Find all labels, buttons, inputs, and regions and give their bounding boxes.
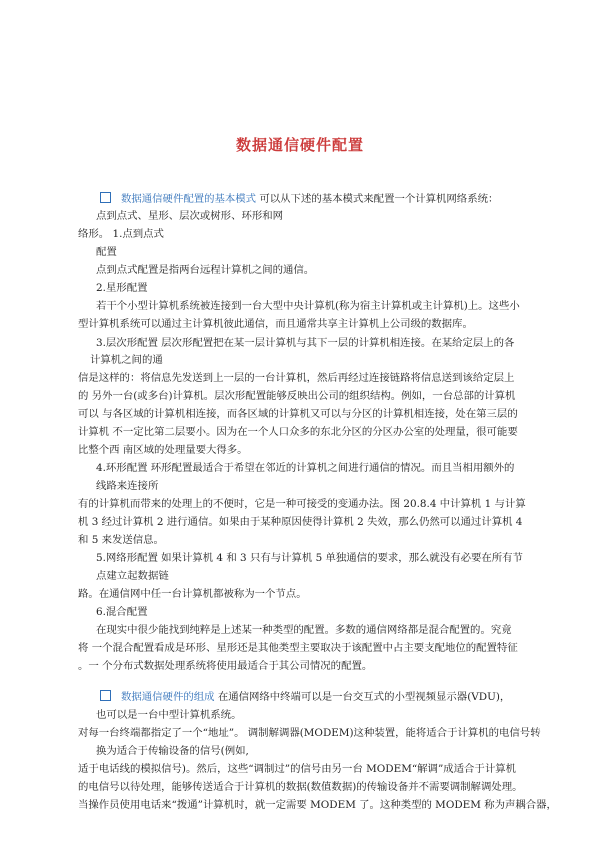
- page-title: 数据通信硬件配置: [235, 136, 364, 154]
- section2-line: 在通信网络中终端可以是一台交互式的小型视频显示器(VDU)，: [217, 691, 511, 703]
- section1-line: 有的计算机而带来的处理上的不便时，它是一种可接受的变通办法。图 20.8.4 中计算机 1 与计算: [78, 498, 526, 510]
- section1-line: 若干个小型计算机系统被连接到一台大型中央计算机(称为宿主计算机或主计算机)上。这些小: [96, 300, 520, 312]
- section1-line: 3.层次形配置 层次形配置把在某一层计算机与其下一层的计算机相连接。在某给定层上的各: [96, 337, 515, 349]
- section1-heading-line: [100, 192, 498, 206]
- checkbox-icon: [100, 192, 111, 203]
- section1-line: 将 一个混合配置看成是环形、星形还是其他类型主要取决于该配置中占主要支配地位的配置特征: [78, 642, 518, 654]
- section1-line: 5.网络形配置 如果计算机 4 和 3 只有与计算机 5 单独通信的要求，那么就没有必要在所有节: [96, 552, 523, 564]
- section1-line: 可以从下述的基本模式来配置一个计算机网络系统：: [259, 193, 499, 205]
- section1-line: 。一 个分布式数据处理系统将使用最适合于其公司情况的配置。: [78, 660, 373, 672]
- section1-line: 型计算机系统可以通过主计算机彼此通信，而且通常共享主计算机上公司级的数据库。: [78, 318, 473, 330]
- section1-line: 配置: [96, 246, 117, 258]
- section1-line: 机 3 经过计算机 2 进行通信。如果由于某种原因使得计算机 2 失效，那么仍然可以通过计算机 4: [78, 516, 523, 528]
- section1-line: 络形。 1.点到点式: [78, 228, 164, 240]
- section1-line: 可以 与各区域的计算机相连接，而各区域的计算机又可以与分区的计算机相连接，处在第三层的: [78, 408, 518, 420]
- section1-line: 在现实中很少能找到纯粹是上述某一种类型的配置。多数的通信网络都是混合配置的。究竟: [96, 624, 512, 636]
- section1-line: 计算机 不一定比第二层要小。因为在一个人口众多的东北分区的分区办公室的处理量，很可能要: [78, 426, 518, 438]
- section1-line: 线路来连接所: [96, 480, 159, 492]
- section1-line: 6.混合配置: [96, 606, 148, 618]
- section1-line: 点到点式、星形、层次或树形、环形和网: [96, 210, 284, 222]
- section1-line: 比整个西 南区域的处理量要大得多。: [78, 444, 248, 456]
- section1-line: 计算机之间的通: [90, 354, 163, 366]
- section2-line: 的电信号以待处理，能够传送适合于计算机的数据(数值数据)的传输设备并不需要调制解调处理。: [78, 781, 523, 793]
- section2-line: 换为适合于传输设备的信号(例如,: [96, 745, 249, 757]
- section1-line: 4.环形配置 环形配置最适合于希望在邻近的计算机之间进行通信的情况。而且当相用额外的: [96, 462, 515, 474]
- section2-heading-line: [100, 690, 510, 704]
- section1-line: 信是这样的：将信息先发送到上一层的一台计算机，然后再经过连接链路将信息送到该给定层上: [78, 372, 515, 384]
- section1-line: 点建立起数据链: [96, 570, 169, 582]
- section1-line: 点到点式配置是指两台远程计算机之间的通信。: [96, 264, 315, 276]
- section2-line: 对每一台终端都指定了一个“地址”。 调制解调器(MODEM)这种装置，能将适合于计算机的电信号转: [78, 727, 541, 739]
- section1-line: 的 另外一台(或多台)计算机。层次形配置能够反映出公司的组织结构。例如，一台总部的计算机: [78, 390, 516, 402]
- section1-line: 路。在通信网中任一台计算机都被称为一个节点。: [78, 588, 307, 600]
- section2-heading: 数据通信硬件的组成: [121, 691, 215, 703]
- section2-line: 适于电话线的模拟信号)。然后，这些“调制过”的信号由另一台 MODEM“解调”成适合于计算机: [78, 763, 516, 775]
- section1-line: 2.星形配置: [96, 282, 148, 294]
- section2-line: 也可以是一台中型计算机系统。: [96, 709, 242, 721]
- section1-heading: 数据通信硬件配置的基本模式: [121, 193, 257, 205]
- checkbox-icon: [100, 690, 111, 701]
- section2-line: 当操作员使用电话来“拨通”计算机时，就一定需要 MODEM 了。这种类型的 MODEM 称为声耦合器，: [78, 799, 557, 811]
- section1-line: 和 5 来发送信息。: [78, 534, 164, 546]
